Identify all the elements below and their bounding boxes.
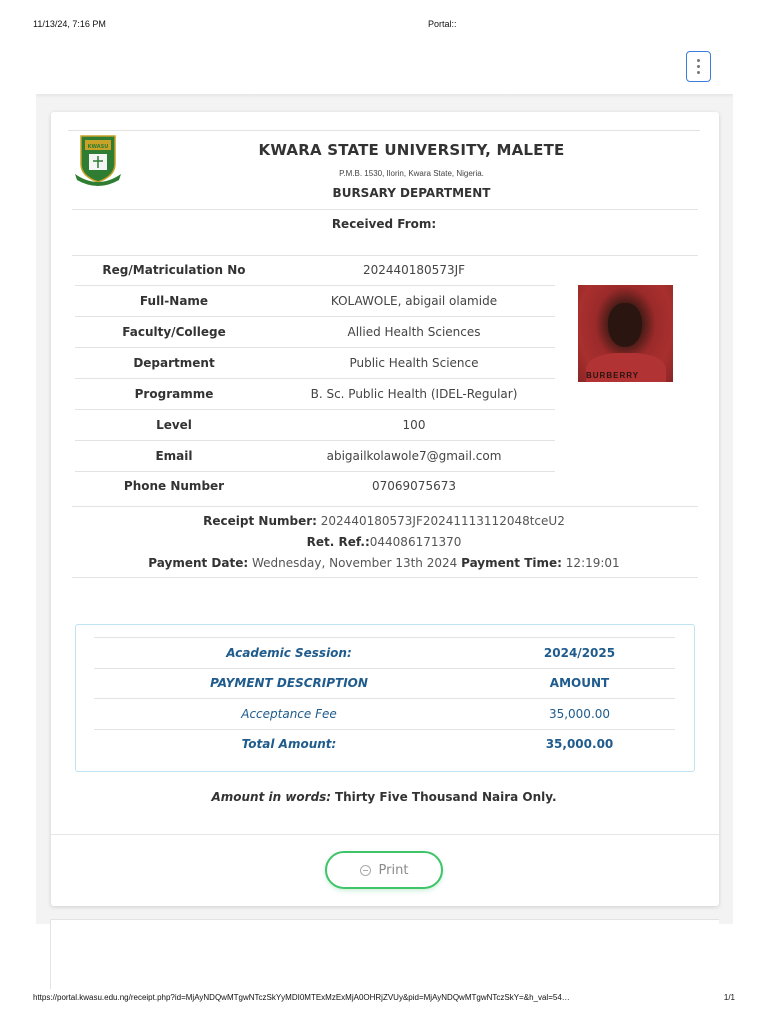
info-label: Phone Number bbox=[123, 479, 225, 493]
info-label: Department bbox=[133, 356, 215, 370]
payment-date-label: Payment Date: bbox=[148, 556, 249, 570]
kebab-dot-icon bbox=[697, 59, 700, 62]
ret-ref-line bbox=[0, 535, 768, 549]
amount-header: AMOUNT bbox=[549, 676, 610, 690]
session-label: Academic Session: bbox=[226, 646, 352, 660]
info-value: Allied Health Sciences bbox=[347, 325, 481, 339]
info-row-programme bbox=[75, 379, 555, 409]
print-icon bbox=[360, 865, 371, 876]
amount-words-label: Amount in words: bbox=[211, 790, 332, 804]
info-row-email bbox=[75, 441, 555, 471]
receipt-number: 202440180573JF20241113112048tceU2 bbox=[320, 514, 565, 528]
info-row-department bbox=[75, 348, 555, 378]
payment-description-header: PAYMENT DESCRIPTION bbox=[210, 676, 368, 690]
payment-date: Wednesday, November 13th 2024 bbox=[251, 556, 458, 570]
divider bbox=[72, 209, 698, 210]
bursary-department: BURSARY DEPARTMENT bbox=[332, 186, 491, 200]
ret-ref-label: Ret. Ref.: bbox=[306, 535, 370, 549]
session-row bbox=[94, 638, 675, 668]
card-footer-divider bbox=[51, 834, 719, 835]
amount-in-words bbox=[0, 790, 768, 804]
payment-datetime-line bbox=[0, 556, 768, 570]
info-value: Public Health Science bbox=[349, 356, 479, 370]
divider bbox=[72, 577, 698, 578]
payment-item: Acceptance Fee bbox=[241, 707, 337, 721]
info-label: Full-Name bbox=[139, 294, 209, 308]
lower-panel bbox=[50, 919, 719, 989]
page-number: 1/1 bbox=[723, 993, 735, 1002]
page-url: https://portal.kwasu.edu.ng/receipt.php?id=MjAyNDQwMTgwNTczSkYyMDI0MTExMzExMjA0OHRjZVUy&pid=MjAyNDQwMTgwNTczSkY=&h_val=54… bbox=[33, 993, 570, 1002]
print-page-title: Portal:: bbox=[428, 19, 457, 29]
amount-words-value: Thirty Five Thousand Naira Only. bbox=[334, 790, 557, 804]
received-from-label: Received From: bbox=[331, 217, 437, 231]
total-row bbox=[94, 729, 675, 759]
more-options-button[interactable] bbox=[686, 51, 711, 82]
receipt-number-line bbox=[0, 514, 768, 528]
student-photo bbox=[578, 285, 673, 382]
info-row-reg-no bbox=[75, 255, 555, 285]
info-label: Email bbox=[155, 449, 193, 463]
session-value: 2024/2025 bbox=[543, 646, 616, 660]
divider bbox=[72, 506, 698, 507]
info-label: Faculty/College bbox=[122, 325, 226, 339]
payment-header-row bbox=[94, 668, 675, 698]
kebab-dot-icon bbox=[697, 65, 700, 68]
photo-shirt-text: BURBERRY bbox=[586, 371, 640, 380]
print-footer bbox=[33, 993, 735, 1007]
university-address: P.M.B. 1530, Ilorin, Kwara State, Nigeria. bbox=[339, 169, 484, 178]
total-label: Total Amount: bbox=[241, 737, 337, 751]
payment-item-row bbox=[94, 699, 675, 729]
info-row-faculty bbox=[75, 317, 555, 347]
info-value: abigailkolawole7@gmail.com bbox=[326, 449, 502, 463]
info-label: Level bbox=[156, 418, 192, 432]
print-datetime: 11/13/24, 7:16 PM bbox=[33, 19, 106, 29]
payment-item-amount: 35,000.00 bbox=[548, 707, 611, 721]
info-row-level bbox=[75, 410, 555, 440]
info-value: B. Sc. Public Health (IDEL-Regular) bbox=[310, 387, 518, 401]
info-value: 202440180573JF bbox=[362, 263, 466, 277]
divider bbox=[68, 130, 700, 131]
print-button[interactable] bbox=[325, 851, 443, 889]
payment-time-label: Payment Time: bbox=[461, 556, 562, 570]
info-label: Programme bbox=[134, 387, 214, 401]
info-row-phone bbox=[75, 471, 555, 501]
info-row-full-name bbox=[75, 286, 555, 316]
info-value: 07069075673 bbox=[372, 479, 456, 493]
logo-text: KWASU bbox=[87, 144, 109, 150]
info-value: 100 bbox=[402, 418, 426, 432]
university-name: KWARA STATE UNIVERSITY, MALETE bbox=[258, 141, 565, 159]
info-value: KOLAWOLE, abigail olamide bbox=[330, 294, 498, 308]
info-label: Reg/Matriculation No bbox=[102, 263, 246, 277]
kebab-dot-icon bbox=[697, 71, 700, 74]
receipt-card bbox=[51, 112, 719, 906]
payment-time: 12:19:01 bbox=[565, 556, 620, 570]
receipt-number-label: Receipt Number: bbox=[203, 514, 317, 528]
print-header bbox=[33, 19, 735, 33]
print-button-label: Print bbox=[378, 862, 409, 878]
ret-ref-value: 044086171370 bbox=[369, 535, 462, 549]
total-amount: 35,000.00 bbox=[545, 737, 614, 751]
